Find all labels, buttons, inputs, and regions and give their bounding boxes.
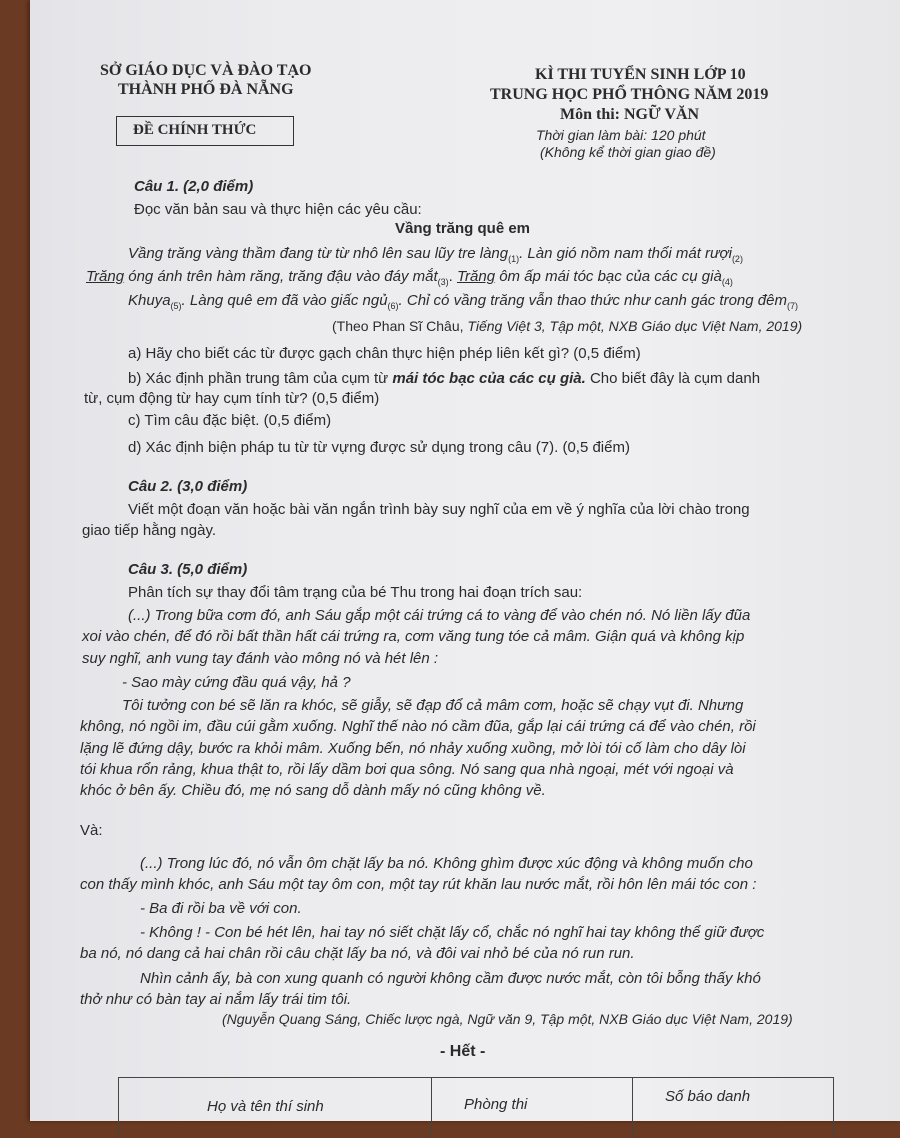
- passage-source: (Theo Phan Sĩ Châu, Tiếng Việt 3, Tập một, NXB Giáo dục Việt Nam, 2019): [332, 318, 803, 334]
- exam-time: Thời gian làm bài: 120 phút: [536, 127, 706, 143]
- passage-line-1: Vầng trăng vàng thầm đang từ từ nhô lên sau lũy tre làng$_{(1)}$. Làn gió nồm nam thổi mát rượi$_{(2)}$: [128, 245, 743, 264]
- question-3-title: Câu 3. (5,0 điểm): [128, 561, 248, 578]
- question-2-line-1: Viết một đoạn văn hoặc bài văn ngắn trình bày suy nghĩ của em về ý nghĩa của lời chào trong: [128, 501, 750, 518]
- passage-line-3: Khuya$_{(5)}$. Làng quê em đã vào giấc ngủ$_{(6)}$. Chỉ có vầng trăng vẫn thao thức như canh gác trong đêm$_{(7)}$: [128, 292, 798, 311]
- candidate-info-table: [118, 1077, 834, 1138]
- exam-time-note: (Không kể thời gian giao đề): [540, 144, 716, 160]
- excerpt-2-line-1: (...) Trong lúc đó, nó vẫn ôm chặt lấy ba nó. Không ghìm được xúc động và không muốn cho: [140, 855, 753, 872]
- question-2-line-2: giao tiếp hằng ngày.: [82, 522, 216, 539]
- excerpt-2-line-4: - Không ! - Con bé hét lên, hai tay nó siết chặt lấy cổ, chắc nó nghĩ hai tay không thể giữ được: [140, 924, 765, 941]
- candidate-name-cell[interactable]: [119, 1078, 432, 1138]
- excerpt-1-line-9: khóc ở bên ấy. Chiều đó, mẹ nó sang dỗ dành mấy nó cũng không về.: [80, 782, 546, 799]
- question-1a: a) Hãy cho biết các từ được gạch chân thực hiện phép liên kết gì? (0,5 điểm): [128, 345, 641, 362]
- question-1b-line-2: từ, cụm động từ hay cụm tính từ? (0,5 điểm): [84, 390, 380, 407]
- excerpt-1-line-8: tói khua rổn rảng, khua thật to, rồi lấy dầm bơi qua sông. Nó sang qua nhà ngoại, mét với ngoại và: [80, 761, 734, 778]
- exam-room-label: Phòng thi: [464, 1096, 528, 1113]
- exam-subject: Môn thi: NGỮ VĂN: [560, 106, 700, 123]
- official-stamp-box: [116, 116, 294, 146]
- end-mark: - Hết -: [440, 1043, 486, 1060]
- exam-room-cell[interactable]: [432, 1078, 633, 1138]
- excerpt-1-line-4: - Sao mày cứng đầu quá vậy, hả ?: [122, 674, 351, 691]
- excerpt-1-line-3: suy nghĩ, anh vung tay đánh vào mông nó và hét lên :: [82, 650, 439, 667]
- question-1d: d) Xác định biện pháp tu từ từ vựng được sử dụng trong câu (7). (0,5 điểm): [128, 439, 630, 456]
- excerpt-1-line-5: Tôi tưởng con bé sẽ lăn ra khóc, sẽ giẫy, sẽ đạp đổ cả mâm cơm, hoặc sẽ chạy vụt đi. Nhưng: [122, 697, 744, 714]
- question-1c: c) Tìm câu đặc biệt. (0,5 điểm): [128, 412, 332, 429]
- passage-line-2: Trăng óng ánh trên hàm răng, trăng đậu vào đáy mắt$_{(3)}$. Trăng ôm ấp mái tóc bạc của các cụ già$_{(4)}$: [86, 268, 733, 287]
- excerpt-1-line-6: không, nó ngồi im, đầu cúi gằm xuống. Nghĩ thế nào nó cầm đũa, gắp lại cái trứng cá để vào chén, rồi: [80, 718, 756, 735]
- department-name: SỞ GIÁO DỤC VÀ ĐÀO TẠO: [100, 62, 312, 79]
- excerpt-1-line-2: xoi vào chén, để đó rồi bất thần hất cái trứng ra, cơm văng tung tóe cả mâm. Giận quá và không kịp: [82, 628, 745, 645]
- question-3-intro: Phân tích sự thay đổi tâm trạng của bé Thu trong hai đoạn trích sau:: [128, 584, 583, 601]
- passage-title: Vầng trăng quê em: [395, 220, 531, 237]
- excerpt-1-line-7: lặng lẽ đứng dậy, bước ra khỏi mâm. Xuống bến, nó nhảy xuống xuồng, mở lòi tói cố làm cho dây lòi: [80, 740, 746, 757]
- question-1-title: Câu 1. (2,0 điểm): [134, 178, 254, 195]
- candidate-number-label: Số báo danh: [665, 1088, 751, 1105]
- excerpt-2-line-6: Nhìn cảnh ấy, bà con xung quanh có người không cầm được nước mắt, còn tôi bỗng thấy khó: [140, 970, 761, 987]
- exam-title: KÌ THI TUYỂN SINH LỚP 10: [535, 66, 746, 83]
- exam-level: TRUNG HỌC PHỔ THÔNG NĂM 2019: [490, 86, 769, 103]
- candidate-number-cell[interactable]: [633, 1078, 831, 1138]
- question-2-title: Câu 2. (3,0 điểm): [128, 478, 248, 495]
- excerpt-2-line-3: - Ba đi rồi ba về với con.: [140, 900, 302, 917]
- question-1b-line-1: b) Xác định phần trung tâm của cụm từ mái tóc bạc của các cụ già. Cho biết đây là cụm danh: [128, 370, 761, 387]
- candidate-name-label: Họ và tên thí sinh: [207, 1098, 324, 1115]
- excerpt-1-line-1: (...) Trong bữa cơm đó, anh Sáu gắp một cái trứng cá to vàng để vào chén nó. Nó liền lấy đũa: [128, 607, 751, 624]
- question-1-intro: Đọc văn bản sau và thực hiện các yêu cầu:: [134, 201, 422, 218]
- excerpt-2-line-5: ba nó, nó dang cả hai chân rồi câu chặt lấy ba nó, và đôi vai nhỏ bé của nó run run.: [80, 945, 635, 962]
- underlined-word-1: Trăng: [86, 268, 125, 285]
- official-stamp-label: ĐỀ CHÍNH THỨC: [133, 122, 257, 138]
- excerpt-2-line-2: con thấy mình khóc, anh Sáu một tay ôm con, một tay rút khăn lau nước mắt, rồi hôn lên mái tóc con :: [80, 876, 757, 893]
- excerpt-2-line-7: thở như có bàn tay ai nắm lấy trái tim tôi.: [80, 991, 352, 1008]
- underlined-word-2: Trăng: [456, 268, 496, 285]
- city-name: THÀNH PHỐ ĐÀ NẴNG: [118, 81, 294, 98]
- excerpt-2-source: (Nguyễn Quang Sáng, Chiếc lược ngà, Ngữ văn 9, Tập một, NXB Giáo dục Việt Nam, 2019): [222, 1011, 793, 1027]
- excerpt-connector: Và:: [80, 822, 103, 839]
